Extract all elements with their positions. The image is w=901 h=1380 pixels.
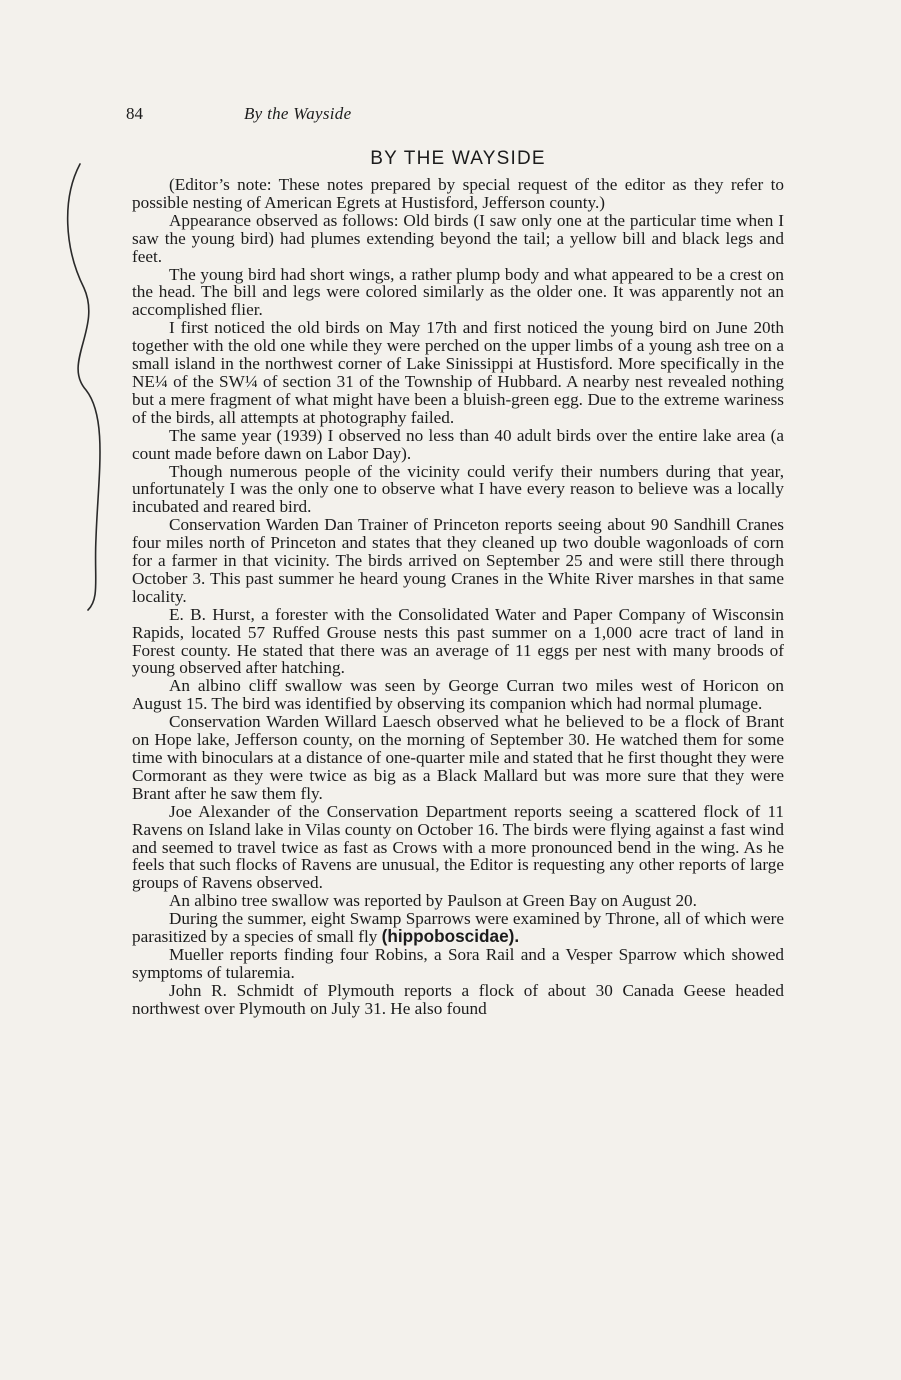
paragraph: I first noticed the old birds on May 17th and first noticed the young bird on June 20th together with the old one while they were perched on the upper limbs of a young ash tree on a small island in the northwest corner of Lake Sinissippi at Hustisford. More specifically in the NE¼ of the SW¼ of section 31 of the Township of Hubbard. A nearby nest revealed nothing but a mere fragment of what might have been a bluish-green egg. Due to the extreme wariness of the birds, all attempts at photography failed. (132, 318, 784, 427)
paragraph: (Editor’s note: These notes prepared by special request of the editor as they refer to possible nesting of American Egrets at Hustisford, Jefferson county.) (132, 175, 784, 212)
paragraph: Mueller reports finding four Robins, a Sora Rail and a Vesper Sparrow which showed symptoms of tularemia. (132, 944, 784, 982)
paragraph: Appearance observed as follows: Old birds (I saw only one at the particular time when I saw the young bird) had plumes extending beyond the tail; a yellow bill and black legs and feet. (132, 210, 784, 266)
paragraph: Joe Alexander of the Conservation Department reports seeing a scattered flock of 11 Ravens on Island lake in Vilas county on October 16. The birds were flying against a fast wind and seemed to travel twice as fast as Crows with a more pronounced bend in the wing. As he feels that such flocks of Ravens are unusual, the Editor is requesting any other reports of large groups of Ravens observed. (132, 801, 784, 893)
paragraph: E. B. Hurst, a forester with the Consolidated Water and Paper Company of Wisconsin Rapids, located 57 Ruffed Grouse nests this past summer on a 1,000 acre tract of land in Forest county. He stated that there was an average of 11 eggs per nest with many broods of young observed after hatching. (132, 604, 784, 678)
running-head (126, 104, 786, 128)
paragraph: Though numerous people of the vicinity could verify their numbers during that year, unfortunately I was the only one to observe what I have every reason to believe was a locally incubated and reared bird. (132, 461, 784, 517)
running-title: By the Wayside (244, 104, 352, 123)
swamp-sparrow-text: During the summer, eight Swamp Sparrows were examined by Throne, all of which were parasitized by a species of small fly (132, 909, 784, 947)
paragraph: The young bird had short wings, a rather plump body and what appeared to be a crest on the head. The bill and legs were colored similarly as the older one. It was apparently not an accomplished flier. (132, 264, 784, 320)
paragraph: John R. Schmidt of Plymouth reports a flock of about 30 Canada Geese headed northwest over Plymouth on July 31. He also found (132, 980, 784, 1018)
paragraph: An albino cliff swallow was seen by George Curran two miles west of Horicon on August 15. The bird was identified by observing its companion which had normal plumage. (132, 676, 784, 714)
scientific-name: (hippoboscidae). (381, 926, 520, 947)
paragraph: The same year (1939) I observed no less than 40 adult birds over the entire lake area (a count made before dawn on Labor Day). (132, 425, 784, 463)
paragraph: Conservation Warden Willard Laesch observed what he believed to be a flock of Brant on Hope lake, Jefferson county, on the morning of September 30. He watched them for some time with binoculars at a distance of one-quarter mile and stated that he first thought they were Cormorant as they were twice as big as a Black Mallard but was more sure that they were Brant after he saw them fly. (132, 712, 784, 803)
paragraph: An albino tree swallow was reported by Paulson at Green Bay on August 20. (169, 891, 697, 911)
page-number: 84 (126, 104, 143, 123)
article-body (132, 176, 784, 1018)
article-heading: BY THE WAYSIDE (370, 148, 546, 169)
margin-bracket-mark (58, 158, 128, 618)
paragraph: Conservation Warden Dan Trainer of Princeton reports seeing about 90 Sandhill Cranes four miles north of Princeton and states that they cleaned up two double wagonloads of corn for a farmer in that vicinity. The birds arrived on September 25 and were still there through October 3. This past summer he heard young Cranes in the White River marshes in that same locality. (132, 515, 784, 606)
paragraph (132, 910, 784, 946)
